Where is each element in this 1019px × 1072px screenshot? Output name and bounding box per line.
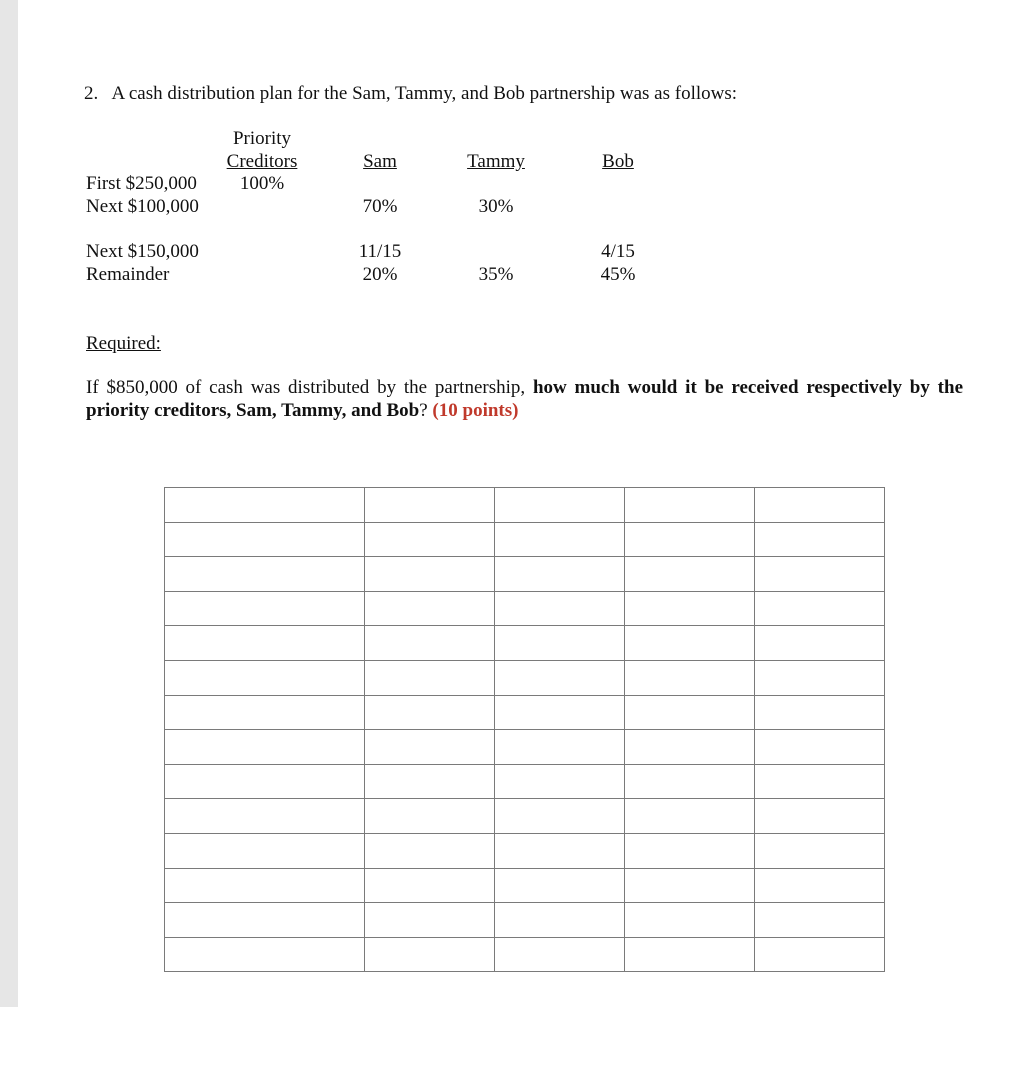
header-tammy: Tammy xyxy=(467,151,525,172)
answer-cell xyxy=(365,937,495,972)
answer-cell xyxy=(365,833,495,868)
answer-cell xyxy=(165,868,365,903)
answer-row xyxy=(165,833,885,868)
answer-cell xyxy=(495,522,625,557)
answer-row xyxy=(165,764,885,799)
row-label: Next $100,000 xyxy=(86,196,199,217)
header-priority: Priority xyxy=(232,128,292,149)
answer-cell xyxy=(625,833,755,868)
answer-row xyxy=(165,937,885,972)
answer-cell xyxy=(365,695,495,730)
answer-row xyxy=(165,591,885,626)
row-sam-value: 70% xyxy=(362,196,398,217)
required-paragraph xyxy=(86,376,963,422)
answer-cell xyxy=(165,937,365,972)
answer-cell xyxy=(165,730,365,765)
answer-row xyxy=(165,557,885,592)
answer-cell xyxy=(365,799,495,834)
answer-cell xyxy=(165,903,365,938)
answer-cell xyxy=(495,660,625,695)
answer-cell xyxy=(365,730,495,765)
header-sam: Sam xyxy=(363,151,397,172)
row-bob-value: 4/15 xyxy=(601,241,635,262)
required-bold-question: how much would it be received respectively by the priority creditors, Sam, Tammy, and Bob xyxy=(86,377,964,421)
answer-cell xyxy=(365,903,495,938)
answer-cell xyxy=(495,730,625,765)
answer-cell xyxy=(625,522,755,557)
answer-cell xyxy=(165,764,365,799)
answer-cell xyxy=(495,591,625,626)
answer-cell xyxy=(495,799,625,834)
points-label: (10 points) xyxy=(432,400,519,421)
row-bob-value: 45% xyxy=(600,264,636,285)
row-sam-value: 20% xyxy=(362,264,398,285)
answer-cell xyxy=(165,557,365,592)
answer-cell xyxy=(495,557,625,592)
question-number: 2. xyxy=(84,83,99,104)
answer-cell xyxy=(365,868,495,903)
answer-cell xyxy=(165,799,365,834)
answer-row xyxy=(165,799,885,834)
answer-cell xyxy=(625,488,755,523)
answer-cell xyxy=(625,660,755,695)
row-label: Next $150,000 xyxy=(86,241,199,262)
answer-cell xyxy=(755,833,885,868)
answer-cell xyxy=(495,903,625,938)
answer-cell xyxy=(625,903,755,938)
answer-cell xyxy=(625,937,755,972)
answer-cell xyxy=(365,660,495,695)
row-priority-value: 100% xyxy=(239,173,285,194)
answer-cell xyxy=(365,591,495,626)
question-text: A cash distribution plan for the Sam, Tammy, and Bob partnership was as follows: xyxy=(111,83,738,104)
row-label: First $250,000 xyxy=(86,173,197,194)
answer-cell xyxy=(165,660,365,695)
answer-cell xyxy=(755,522,885,557)
header-bob: Bob xyxy=(602,151,634,172)
answer-cell xyxy=(365,522,495,557)
answer-cell xyxy=(755,557,885,592)
answer-cell xyxy=(165,833,365,868)
answer-cell xyxy=(755,937,885,972)
answer-cell xyxy=(625,591,755,626)
answer-cell xyxy=(625,868,755,903)
left-margin-bar xyxy=(0,0,18,1007)
header-creditors: Creditors xyxy=(226,151,298,172)
answer-cell xyxy=(755,695,885,730)
answer-cell xyxy=(755,799,885,834)
answer-cell xyxy=(755,488,885,523)
answer-cell xyxy=(365,626,495,661)
answer-cell xyxy=(625,695,755,730)
answer-cell xyxy=(495,937,625,972)
answer-cell xyxy=(755,660,885,695)
answer-row xyxy=(165,522,885,557)
answer-row xyxy=(165,626,885,661)
answer-cell xyxy=(755,626,885,661)
answer-cell xyxy=(755,591,885,626)
answer-cell xyxy=(625,764,755,799)
answer-row xyxy=(165,868,885,903)
row-tammy-value: 35% xyxy=(478,264,514,285)
answer-cell xyxy=(755,868,885,903)
answer-cell xyxy=(165,626,365,661)
answer-cell xyxy=(165,522,365,557)
answer-cell xyxy=(625,626,755,661)
row-label: Remainder xyxy=(86,264,170,285)
required-label: Required: xyxy=(86,333,161,354)
question-line xyxy=(84,82,737,105)
answer-row xyxy=(165,730,885,765)
answer-cell xyxy=(165,695,365,730)
answer-row xyxy=(165,660,885,695)
required-question-mark: ? xyxy=(419,400,433,421)
answer-row xyxy=(165,488,885,523)
answer-cell xyxy=(365,764,495,799)
row-sam-value: 11/15 xyxy=(358,241,402,262)
answer-table-body xyxy=(165,488,885,972)
answer-cell xyxy=(495,488,625,523)
answer-cell xyxy=(625,557,755,592)
answer-cell xyxy=(755,730,885,765)
answer-cell xyxy=(495,833,625,868)
answer-cell xyxy=(365,557,495,592)
answer-cell xyxy=(495,695,625,730)
answer-cell xyxy=(495,868,625,903)
answer-table xyxy=(164,487,885,972)
answer-cell xyxy=(625,799,755,834)
answer-row xyxy=(165,695,885,730)
answer-cell xyxy=(625,730,755,765)
required-intro: If $850,000 of cash was distributed by the partnership, xyxy=(86,377,533,398)
row-tammy-value: 30% xyxy=(478,196,514,217)
answer-cell xyxy=(755,764,885,799)
answer-cell xyxy=(165,488,365,523)
answer-cell xyxy=(495,764,625,799)
answer-cell xyxy=(365,488,495,523)
answer-cell xyxy=(165,591,365,626)
answer-cell xyxy=(495,626,625,661)
answer-cell xyxy=(755,903,885,938)
answer-row xyxy=(165,903,885,938)
